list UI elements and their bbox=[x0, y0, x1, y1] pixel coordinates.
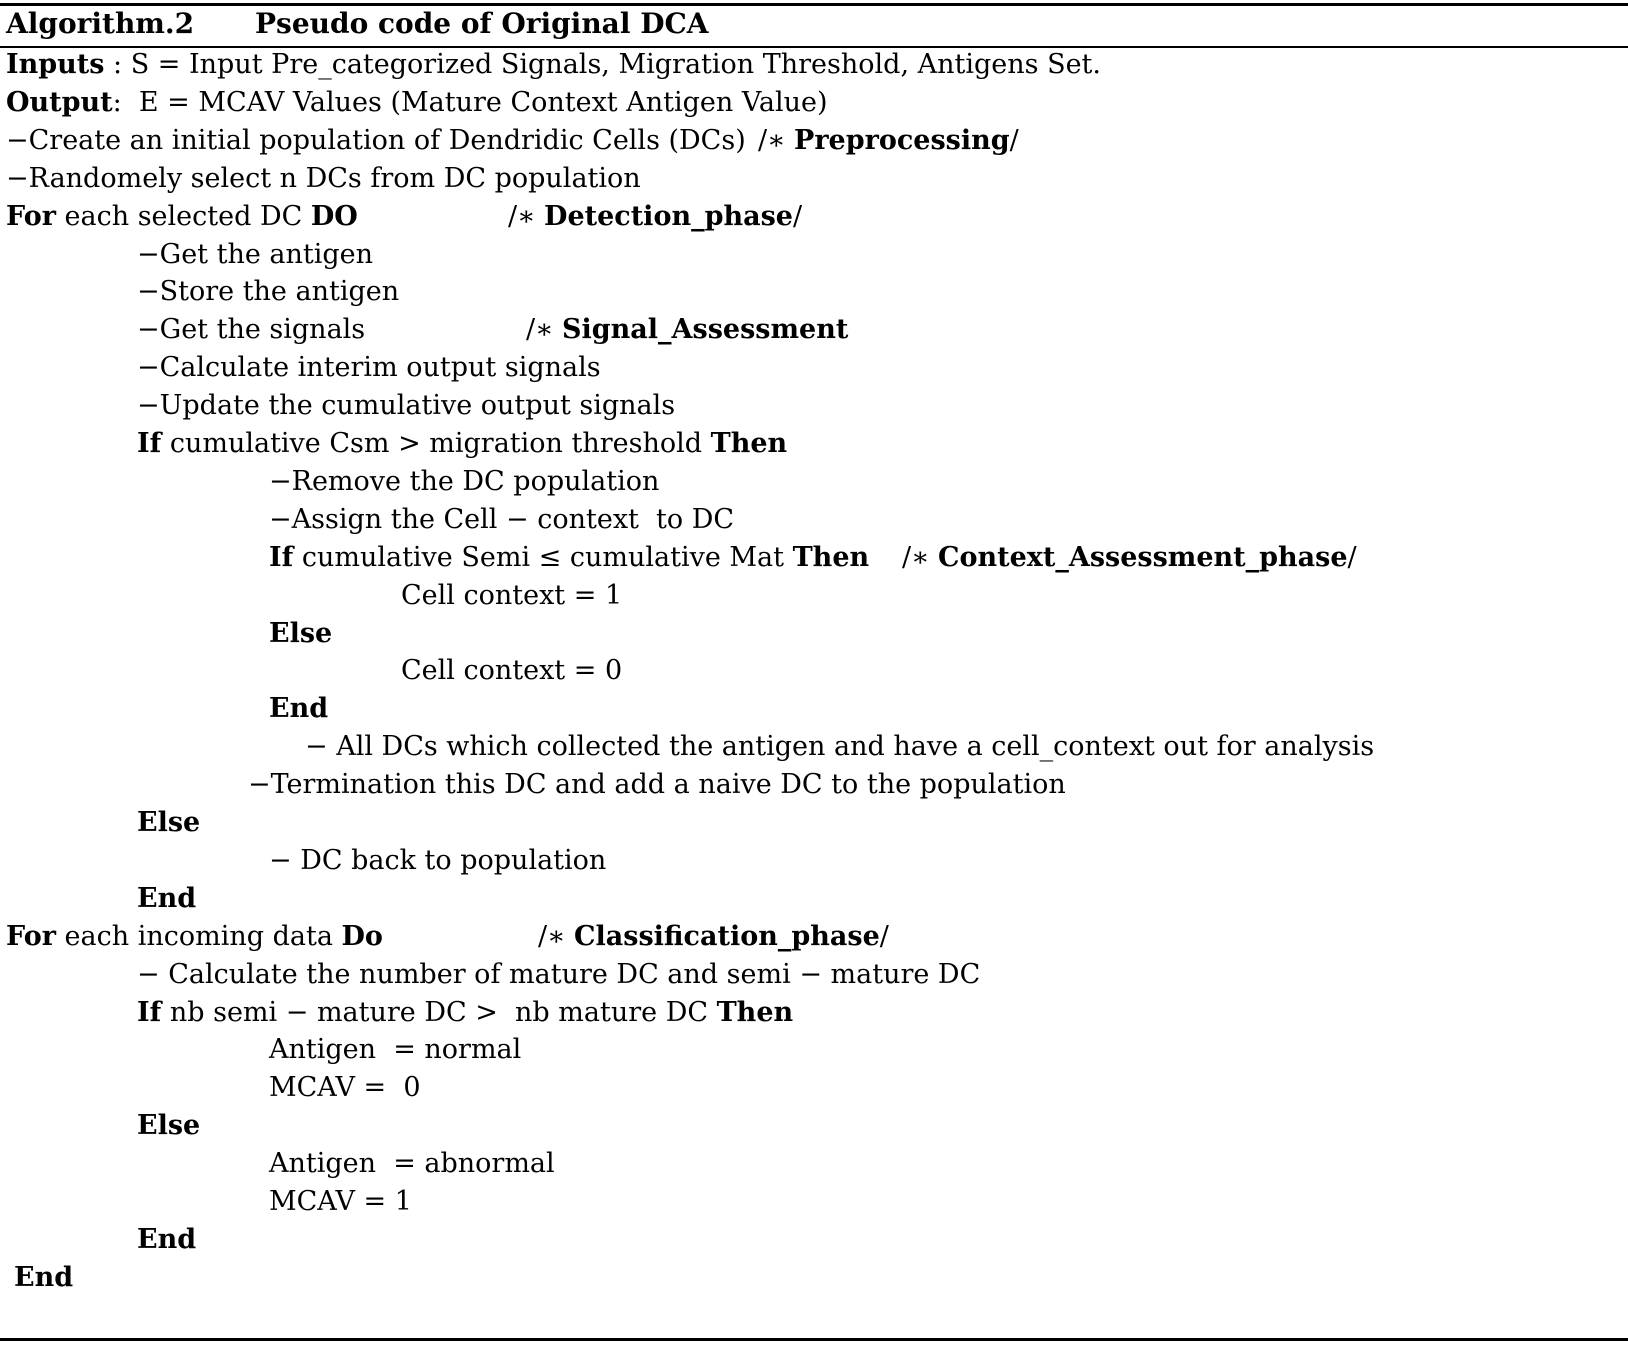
phase-name: Context_Assessment_phase bbox=[938, 541, 1348, 573]
code-text: Cell context = 1 bbox=[401, 579, 623, 611]
code-line bbox=[6, 124, 1019, 156]
code-text: nb semi − mature DC > nb mature DC bbox=[161, 996, 717, 1028]
code-line bbox=[269, 541, 1357, 573]
code-line bbox=[269, 619, 332, 649]
phase-comment bbox=[902, 543, 1357, 573]
keyword: If bbox=[269, 541, 294, 573]
code-line bbox=[6, 50, 1101, 80]
code-text: − Calculate the number of mature DC and semi − mature DC bbox=[137, 958, 981, 990]
comment-mark: / bbox=[792, 200, 803, 232]
code-line bbox=[137, 429, 787, 459]
code-line bbox=[137, 277, 399, 307]
code-text: MCAV = 0 bbox=[269, 1072, 421, 1104]
code-line bbox=[269, 1035, 521, 1065]
code-line bbox=[137, 998, 793, 1028]
code-text: Antigen = normal bbox=[269, 1034, 522, 1066]
code-line bbox=[401, 581, 622, 611]
code-text: each selected DC bbox=[55, 200, 311, 232]
algorithm-title: Pseudo code of Original DCA bbox=[255, 7, 709, 40]
code-line bbox=[269, 505, 734, 535]
phase-comment bbox=[526, 315, 848, 345]
phase-comment bbox=[538, 922, 889, 952]
code-line bbox=[269, 694, 328, 724]
phase-name: Preprocessing bbox=[794, 124, 1010, 156]
code-text: −Randomely select n DCs from DC population bbox=[6, 162, 641, 194]
phase-comment bbox=[758, 126, 1019, 156]
code-text: − All DCs which collected the antigen and have a cell_context out for analysis bbox=[305, 731, 1375, 763]
keyword: Then bbox=[710, 428, 788, 459]
code-text: −Calculate interim output signals bbox=[137, 352, 601, 384]
code-text: −Create an initial population of Dendridic Cells (DCs) bbox=[6, 124, 746, 156]
code-line bbox=[269, 1187, 412, 1217]
code-line bbox=[137, 1225, 196, 1255]
code-line bbox=[248, 770, 1066, 800]
code-text: Antigen = abnormal bbox=[269, 1148, 555, 1180]
keyword: Output bbox=[6, 86, 113, 118]
code-text: cumulative Semi ≤ cumulative Mat bbox=[293, 541, 793, 573]
code-line bbox=[269, 1149, 555, 1179]
code-line bbox=[137, 1111, 200, 1141]
code-text: −Store the antigen bbox=[137, 276, 400, 308]
code-text: : S = Input Pre_categorized Signals, Migration Threshold, Antigens Set. bbox=[104, 49, 1101, 80]
keyword: Then bbox=[716, 996, 794, 1028]
keyword: If bbox=[137, 428, 162, 459]
keyword: For bbox=[6, 200, 56, 232]
keyword: Else bbox=[269, 617, 333, 649]
code-line bbox=[269, 1073, 421, 1103]
code-line bbox=[305, 732, 1374, 762]
code-line bbox=[137, 391, 675, 421]
comment-mark: /∗ bbox=[508, 200, 545, 232]
phase-comment bbox=[508, 202, 802, 232]
keyword: Else bbox=[137, 807, 201, 838]
keyword: DO bbox=[310, 200, 358, 232]
code-text: −Get the signals bbox=[137, 314, 366, 346]
code-line bbox=[6, 200, 803, 232]
comment-mark: /∗ bbox=[758, 124, 795, 156]
code-line bbox=[137, 240, 373, 270]
comment-mark: /∗ bbox=[538, 920, 575, 952]
code-line bbox=[401, 656, 622, 686]
keyword: Then bbox=[792, 541, 870, 573]
keyword: End bbox=[137, 1223, 197, 1255]
code-text: − DC back to population bbox=[269, 844, 607, 876]
code-line bbox=[6, 920, 889, 952]
code-line bbox=[137, 353, 601, 383]
comment-mark: /∗ bbox=[526, 314, 563, 346]
code-text: cumulative Csm > migration threshold bbox=[161, 428, 711, 459]
code-text: −Remove the DC population bbox=[269, 465, 660, 497]
code-line bbox=[14, 1263, 73, 1293]
code-line bbox=[6, 164, 641, 194]
code-text: each incoming data bbox=[55, 920, 342, 952]
code-line bbox=[269, 467, 659, 497]
comment-mark: /∗ bbox=[902, 541, 939, 573]
code-line bbox=[137, 808, 200, 838]
code-text: : E = MCAV Values (Mature Context Antigen Value) bbox=[112, 86, 828, 118]
top-rule bbox=[0, 3, 1628, 6]
code-text: −Assign the Cell − context to DC bbox=[269, 503, 735, 535]
phase-name: Detection_phase bbox=[544, 200, 793, 232]
comment-mark: / bbox=[1347, 541, 1357, 573]
algorithm-label: Algorithm.2 bbox=[6, 7, 195, 40]
comment-mark: / bbox=[879, 920, 889, 952]
code-text: MCAV = 1 bbox=[269, 1186, 412, 1217]
bottom-rule bbox=[0, 1338, 1628, 1341]
keyword: End bbox=[137, 882, 197, 914]
code-line bbox=[6, 88, 828, 118]
phase-name: Classification_phase bbox=[574, 920, 880, 952]
code-text: −Get the antigen bbox=[137, 238, 374, 270]
keyword: End bbox=[269, 693, 329, 725]
keyword: Else bbox=[137, 1110, 201, 1142]
code-line bbox=[137, 884, 196, 914]
code-text: −Update the cumulative output signals bbox=[137, 390, 676, 422]
phase-name: Signal_Assessment bbox=[562, 314, 849, 346]
keyword: Inputs bbox=[6, 49, 105, 80]
keyword: Do bbox=[341, 920, 383, 952]
keyword: For bbox=[6, 920, 56, 952]
header-rule bbox=[0, 46, 1628, 48]
comment-mark: / bbox=[1009, 124, 1019, 156]
code-text: −Termination this DC and add a naive DC to the population bbox=[248, 769, 1066, 801]
code-text: Cell context = 0 bbox=[401, 655, 623, 687]
code-line bbox=[269, 846, 606, 876]
keyword: If bbox=[137, 996, 162, 1028]
keyword: End bbox=[14, 1261, 74, 1293]
code-line bbox=[137, 314, 849, 346]
code-line bbox=[137, 960, 980, 990]
